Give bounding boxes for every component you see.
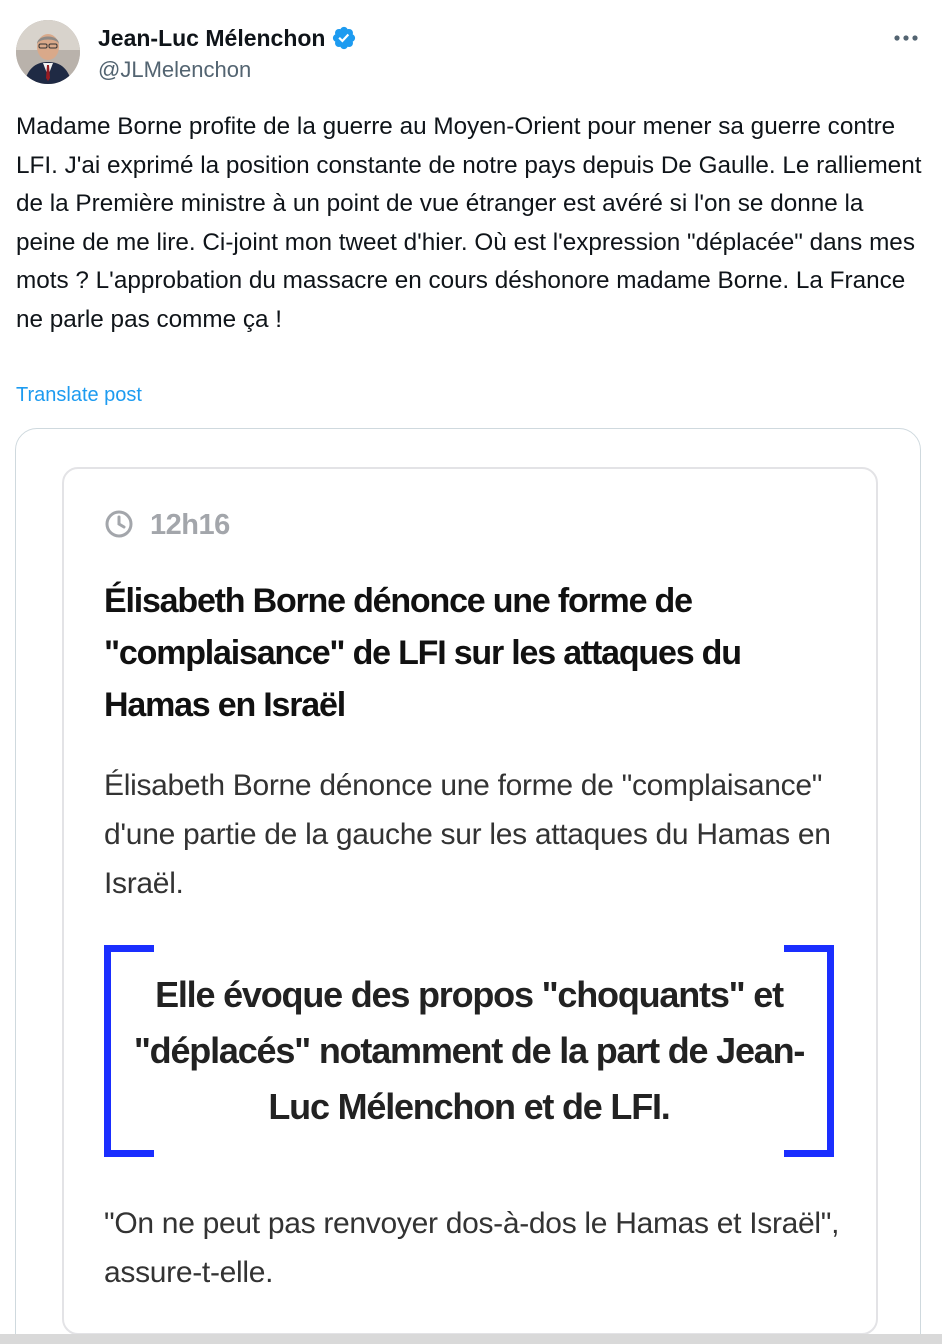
attached-image[interactable] [15,428,921,1344]
tweet-text: Madame Borne profite de la guerre au Moyen-Orient pour mener sa guerre contre LFI. J'ai exprimé la position constante de notre pays depuis De Gaulle. Le ralliement de la Première ministre à un point de vue étranger est avéré si l'on se donne la peine de me lire. Ci-joint mon tweet d'hier. Où est l'expression "déplacée" dans mes mots ? L'approbation du massacre en cours déshonore madame Borne. La France ne parle pas comme ça ! [16,113,929,333]
news-time: 12h16 [150,509,230,541]
news-summary: Élisabeth Borne dénonce une forme de "complaisance" d'une partie de la gauche sur les attaques du Hamas en Israël. [104,769,831,900]
clock-icon [104,509,134,539]
author-handle[interactable]: @JLMelenchon [98,57,252,82]
news-headline: Élisabeth Borne dénonce une forme de "complaisance" de LFI sur les attaques du Hamas en Israël [104,582,741,724]
news-citation: "On ne peut pas renvoyer dos-à-dos le Hamas et Israël", assure-t-elle. [104,1207,840,1289]
verified-badge-icon [331,25,357,51]
author-name[interactable] [98,22,357,54]
news-card [62,467,878,1335]
more-options-icon[interactable] [886,22,926,54]
avatar[interactable] [16,20,80,84]
bottom-divider [0,1334,942,1344]
news-quote: Elle évoque des propos "choquants" et "déplacés" notamment de la part de Jean-Luc Mélenchon et de LFI. [133,974,805,1127]
author-name-text[interactable]: Jean-Luc Mélenchon [98,25,326,51]
translate-post-link[interactable]: Translate post [16,384,142,406]
